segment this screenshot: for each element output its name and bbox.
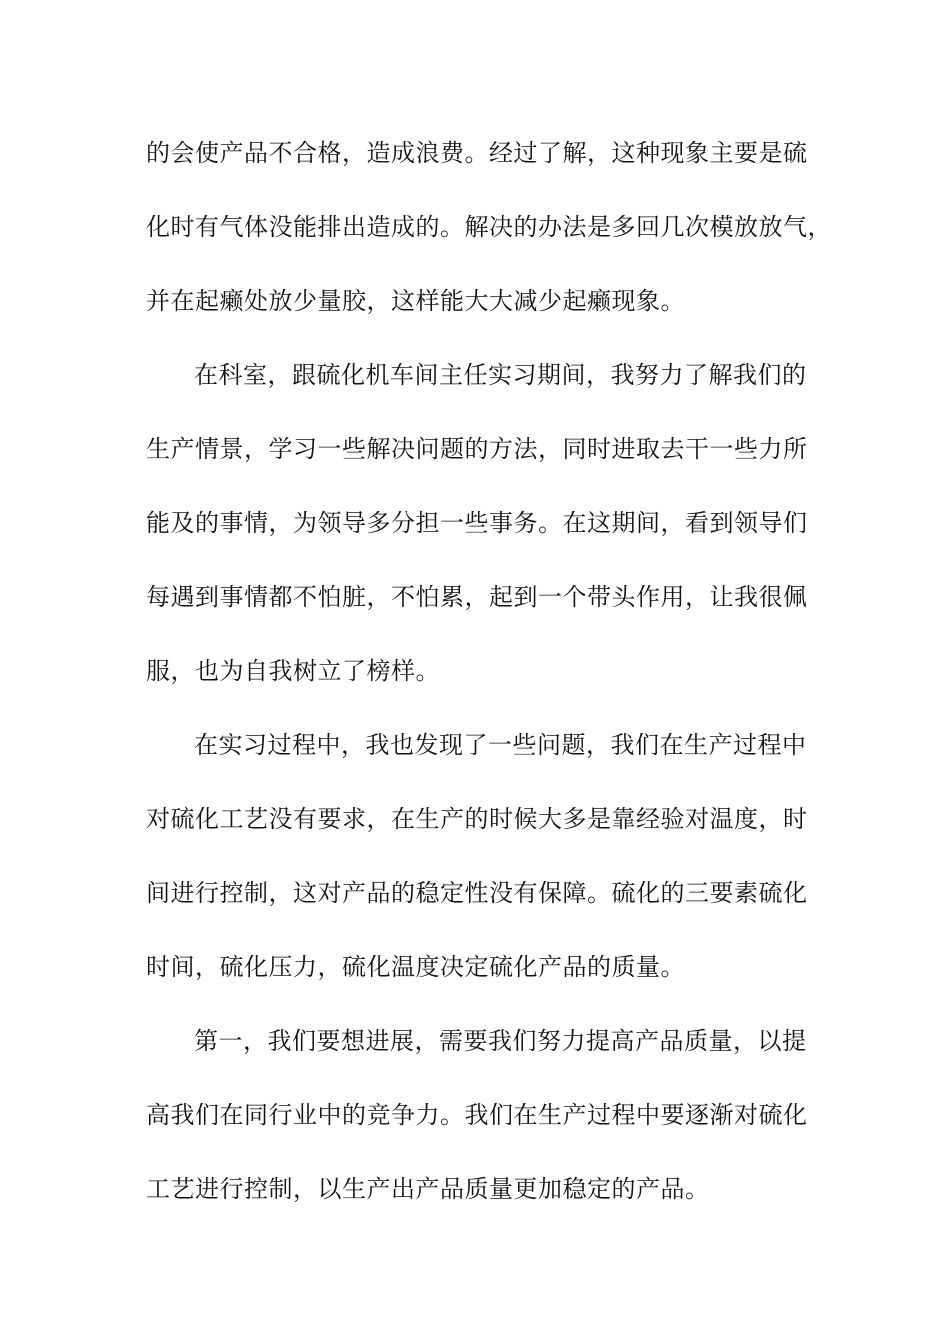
text-line: 服，也为自我树立了榜样。 (146, 657, 440, 685)
text-line: 在科室，跟硫化机车间主任实习期间，我努力了解我们的 (194, 361, 807, 389)
text-line: 并在起癞处放少量胶，这样能大大减少起癞现象。 (146, 287, 685, 315)
text-line: 生产情景，学习一些解决问题的方法，同时进取去干一些力所 (146, 435, 808, 463)
text-line: 能及的事情，为领导多分担一些事务。在这期间，看到领导们 (146, 509, 808, 537)
text-line: 在实习过程中，我也发现了一些问题，我们在生产过程中 (194, 731, 807, 759)
text-line: 间进行控制，这对产品的稳定性没有保障。硫化的三要素硫化 (146, 879, 808, 907)
text-line: 第一，我们要想进展，需要我们努力提高产品质量，以提 (194, 1027, 807, 1055)
text-line: 对硫化工艺没有要求，在生产的时候大多是靠经验对温度，时 (146, 805, 808, 833)
text-line: 时间，硫化压力，硫化温度决定硫化产品的质量。 (146, 953, 685, 981)
paragraph-3 (146, 718, 806, 1014)
document-body (146, 126, 832, 1236)
text-line: 每遇到事情都不怕脏，不怕累，起到一个带头作用，让我很佩 (146, 583, 808, 611)
text-line: 的会使产品不合格，造成浪费。经过了解，这种现象主要是硫 (146, 139, 808, 167)
paragraph-2 (146, 348, 806, 718)
paragraph-4 (146, 1014, 806, 1236)
text-line: 工艺进行控制，以生产出产品质量更加稳定的产品。 (146, 1175, 710, 1203)
text-line: 化时有气体没能排出造成的。解决的办法是多回几次模放放气， (146, 213, 832, 241)
text-line: 高我们在同行业中的竞争力。我们在生产过程中要逐渐对硫化 (146, 1101, 808, 1129)
paragraph-1 (146, 126, 832, 348)
